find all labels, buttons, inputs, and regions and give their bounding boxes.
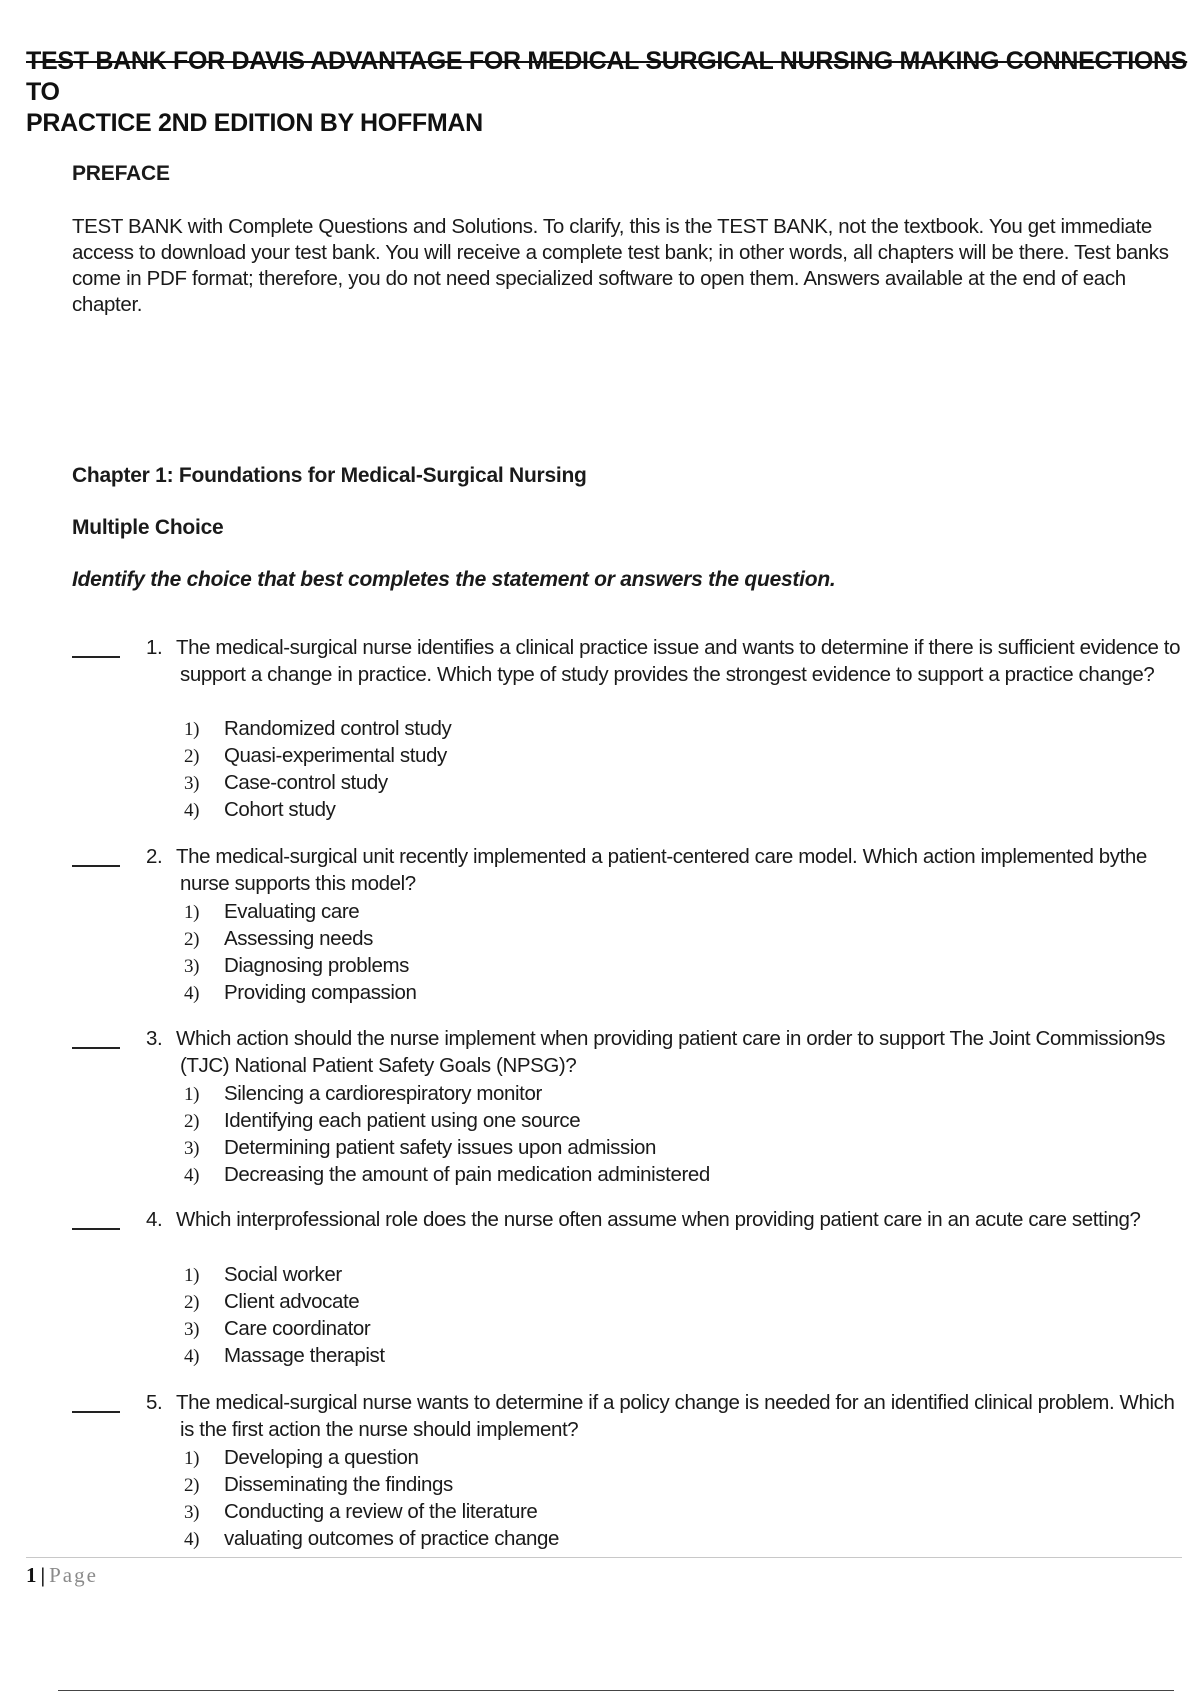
option-item[interactable]: [184, 952, 417, 979]
option-number: 1): [184, 902, 200, 923]
question-stem: [146, 1389, 1190, 1443]
title-line-1: TEST BANK FOR DAVIS ADVANTAGE FOR MEDICAL SURGICAL NURSING MAKING CONNECTIONS: [26, 47, 1188, 75]
footer-divider: [26, 1557, 1182, 1558]
option-number: 4): [184, 800, 200, 821]
question-stem: [146, 634, 1190, 688]
option-text: Disseminating the findings: [224, 1473, 453, 1496]
option-number: 3): [184, 773, 200, 794]
option-text: Conducting a review of the literature: [224, 1500, 538, 1523]
option-list: [184, 898, 417, 1006]
question-number: 4.: [146, 1208, 163, 1231]
option-number: 3): [184, 1319, 200, 1340]
option-number: 4): [184, 1165, 200, 1186]
option-text: valuating outcomes of practice change: [224, 1527, 560, 1550]
option-item[interactable]: [184, 1288, 385, 1315]
option-number: 3): [184, 1138, 200, 1159]
question-stem: [146, 843, 1190, 897]
question-number: 3.: [146, 1027, 163, 1050]
option-number: 1): [184, 719, 200, 740]
option-text: Silencing a cardiorespiratory monitor: [224, 1082, 542, 1105]
answer-blank[interactable]: [72, 1411, 120, 1413]
option-text: Providing compassion: [224, 981, 417, 1004]
option-text: Care coordinator: [224, 1317, 371, 1340]
option-list: [184, 1261, 385, 1369]
option-number: 2): [184, 929, 200, 950]
option-item[interactable]: [184, 898, 417, 925]
option-item[interactable]: [184, 742, 451, 769]
answer-blank[interactable]: [72, 1228, 120, 1230]
option-number: 1): [184, 1448, 200, 1469]
title-line-2: TO: [26, 78, 60, 106]
option-item[interactable]: [184, 1161, 710, 1188]
option-text: Assessing needs: [224, 927, 373, 950]
option-text: Developing a question: [224, 1446, 419, 1469]
option-item[interactable]: [184, 796, 451, 823]
option-text: Diagnosing problems: [224, 954, 409, 977]
bottom-divider: [58, 1690, 1174, 1691]
option-number: 3): [184, 956, 200, 977]
question-text: The medical-surgical nurse identifies a clinical practice issue and wants to determine if there is sufficient evidence to support a change in practice. Which type of study provides the strongest evidence to support a practice change?: [176, 636, 1181, 686]
option-item[interactable]: [184, 769, 451, 796]
option-item[interactable]: [184, 1107, 710, 1134]
option-item[interactable]: [184, 1315, 385, 1342]
page-separator: |: [40, 1563, 46, 1587]
chapter-title: Chapter 1: Foundations for Medical-Surgical Nursing: [72, 464, 587, 487]
option-item[interactable]: [184, 1080, 710, 1107]
answer-blank[interactable]: [72, 656, 120, 658]
preface-heading: PREFACE: [72, 162, 170, 185]
question-number: 1.: [146, 636, 163, 659]
option-list: [184, 1080, 710, 1188]
option-number: 3): [184, 1502, 200, 1523]
preface-body: TEST BANK with Complete Questions and Solutions. To clarify, this is the TEST BANK, not the textbook. You get immediate access to download your test bank. You will receive a complete test bank; in other words, all chapters will be there. Test banks come in PDF format; therefore, you do not need specialized software to open them. Answers available at the end of each chapter.: [72, 215, 1169, 316]
option-number: 2): [184, 1292, 200, 1313]
page-word: Page: [49, 1563, 98, 1587]
option-text: Quasi-experimental study: [224, 744, 447, 767]
document-title: [26, 46, 1188, 139]
question-text: Which interprofessional role does the nurse often assume when providing patient care in an acute care setting?: [176, 1208, 1141, 1231]
question-text: Which action should the nurse implement when providing patient care in order to support The Joint Commission9s (TJC) National Patient Safety Goals (NPSG)?: [176, 1027, 1166, 1077]
section-type-heading: Multiple Choice: [72, 516, 224, 539]
option-text: Evaluating care: [224, 900, 360, 923]
option-number: 1): [184, 1084, 200, 1105]
option-item[interactable]: [184, 715, 451, 742]
page-number: 1: [26, 1563, 37, 1587]
option-text: Social worker: [224, 1263, 342, 1286]
option-text: Case-control study: [224, 771, 388, 794]
option-number: 1): [184, 1265, 200, 1286]
option-number: 2): [184, 1475, 200, 1496]
option-item[interactable]: [184, 1444, 559, 1471]
option-item[interactable]: [184, 1261, 385, 1288]
option-text: Massage therapist: [224, 1344, 385, 1367]
option-list: [184, 715, 451, 823]
option-item[interactable]: [184, 979, 417, 1006]
option-item[interactable]: [184, 1498, 559, 1525]
option-text: Client advocate: [224, 1290, 360, 1313]
title-line-3: PRACTICE 2ND EDITION BY HOFFMAN: [26, 109, 483, 137]
option-text: Randomized control study: [224, 717, 452, 740]
option-list: [184, 1444, 559, 1552]
option-text: Decreasing the amount of pain medication administered: [224, 1163, 710, 1186]
question-text: The medical-surgical unit recently implemented a patient-centered care model. Which action implemented bythe nurse supports this model?: [176, 845, 1147, 895]
option-text: Identifying each patient using one source: [224, 1109, 581, 1132]
question-number: 5.: [146, 1391, 163, 1414]
option-item[interactable]: [184, 1134, 710, 1161]
question-number: 2.: [146, 845, 163, 868]
option-item[interactable]: [184, 925, 417, 952]
answer-blank[interactable]: [72, 865, 120, 867]
option-text: Determining patient safety issues upon admission: [224, 1136, 657, 1159]
question-stem: [146, 1206, 1190, 1233]
instruction-text: Identify the choice that best completes the statement or answers the question.: [72, 568, 836, 591]
answer-blank[interactable]: [72, 1047, 120, 1049]
option-number: 2): [184, 746, 200, 767]
question-stem: [146, 1025, 1190, 1079]
option-item[interactable]: [184, 1342, 385, 1369]
option-text: Cohort study: [224, 798, 336, 821]
page-footer: [26, 1563, 98, 1588]
option-number: 4): [184, 1346, 200, 1367]
option-item[interactable]: [184, 1525, 559, 1552]
question-text: The medical-surgical nurse wants to determine if a policy change is needed for an identified clinical problem. Which is the first action the nurse should implement?: [176, 1391, 1175, 1441]
option-item[interactable]: [184, 1471, 559, 1498]
option-number: 2): [184, 1111, 200, 1132]
option-number: 4): [184, 983, 200, 1004]
option-number: 4): [184, 1529, 200, 1550]
